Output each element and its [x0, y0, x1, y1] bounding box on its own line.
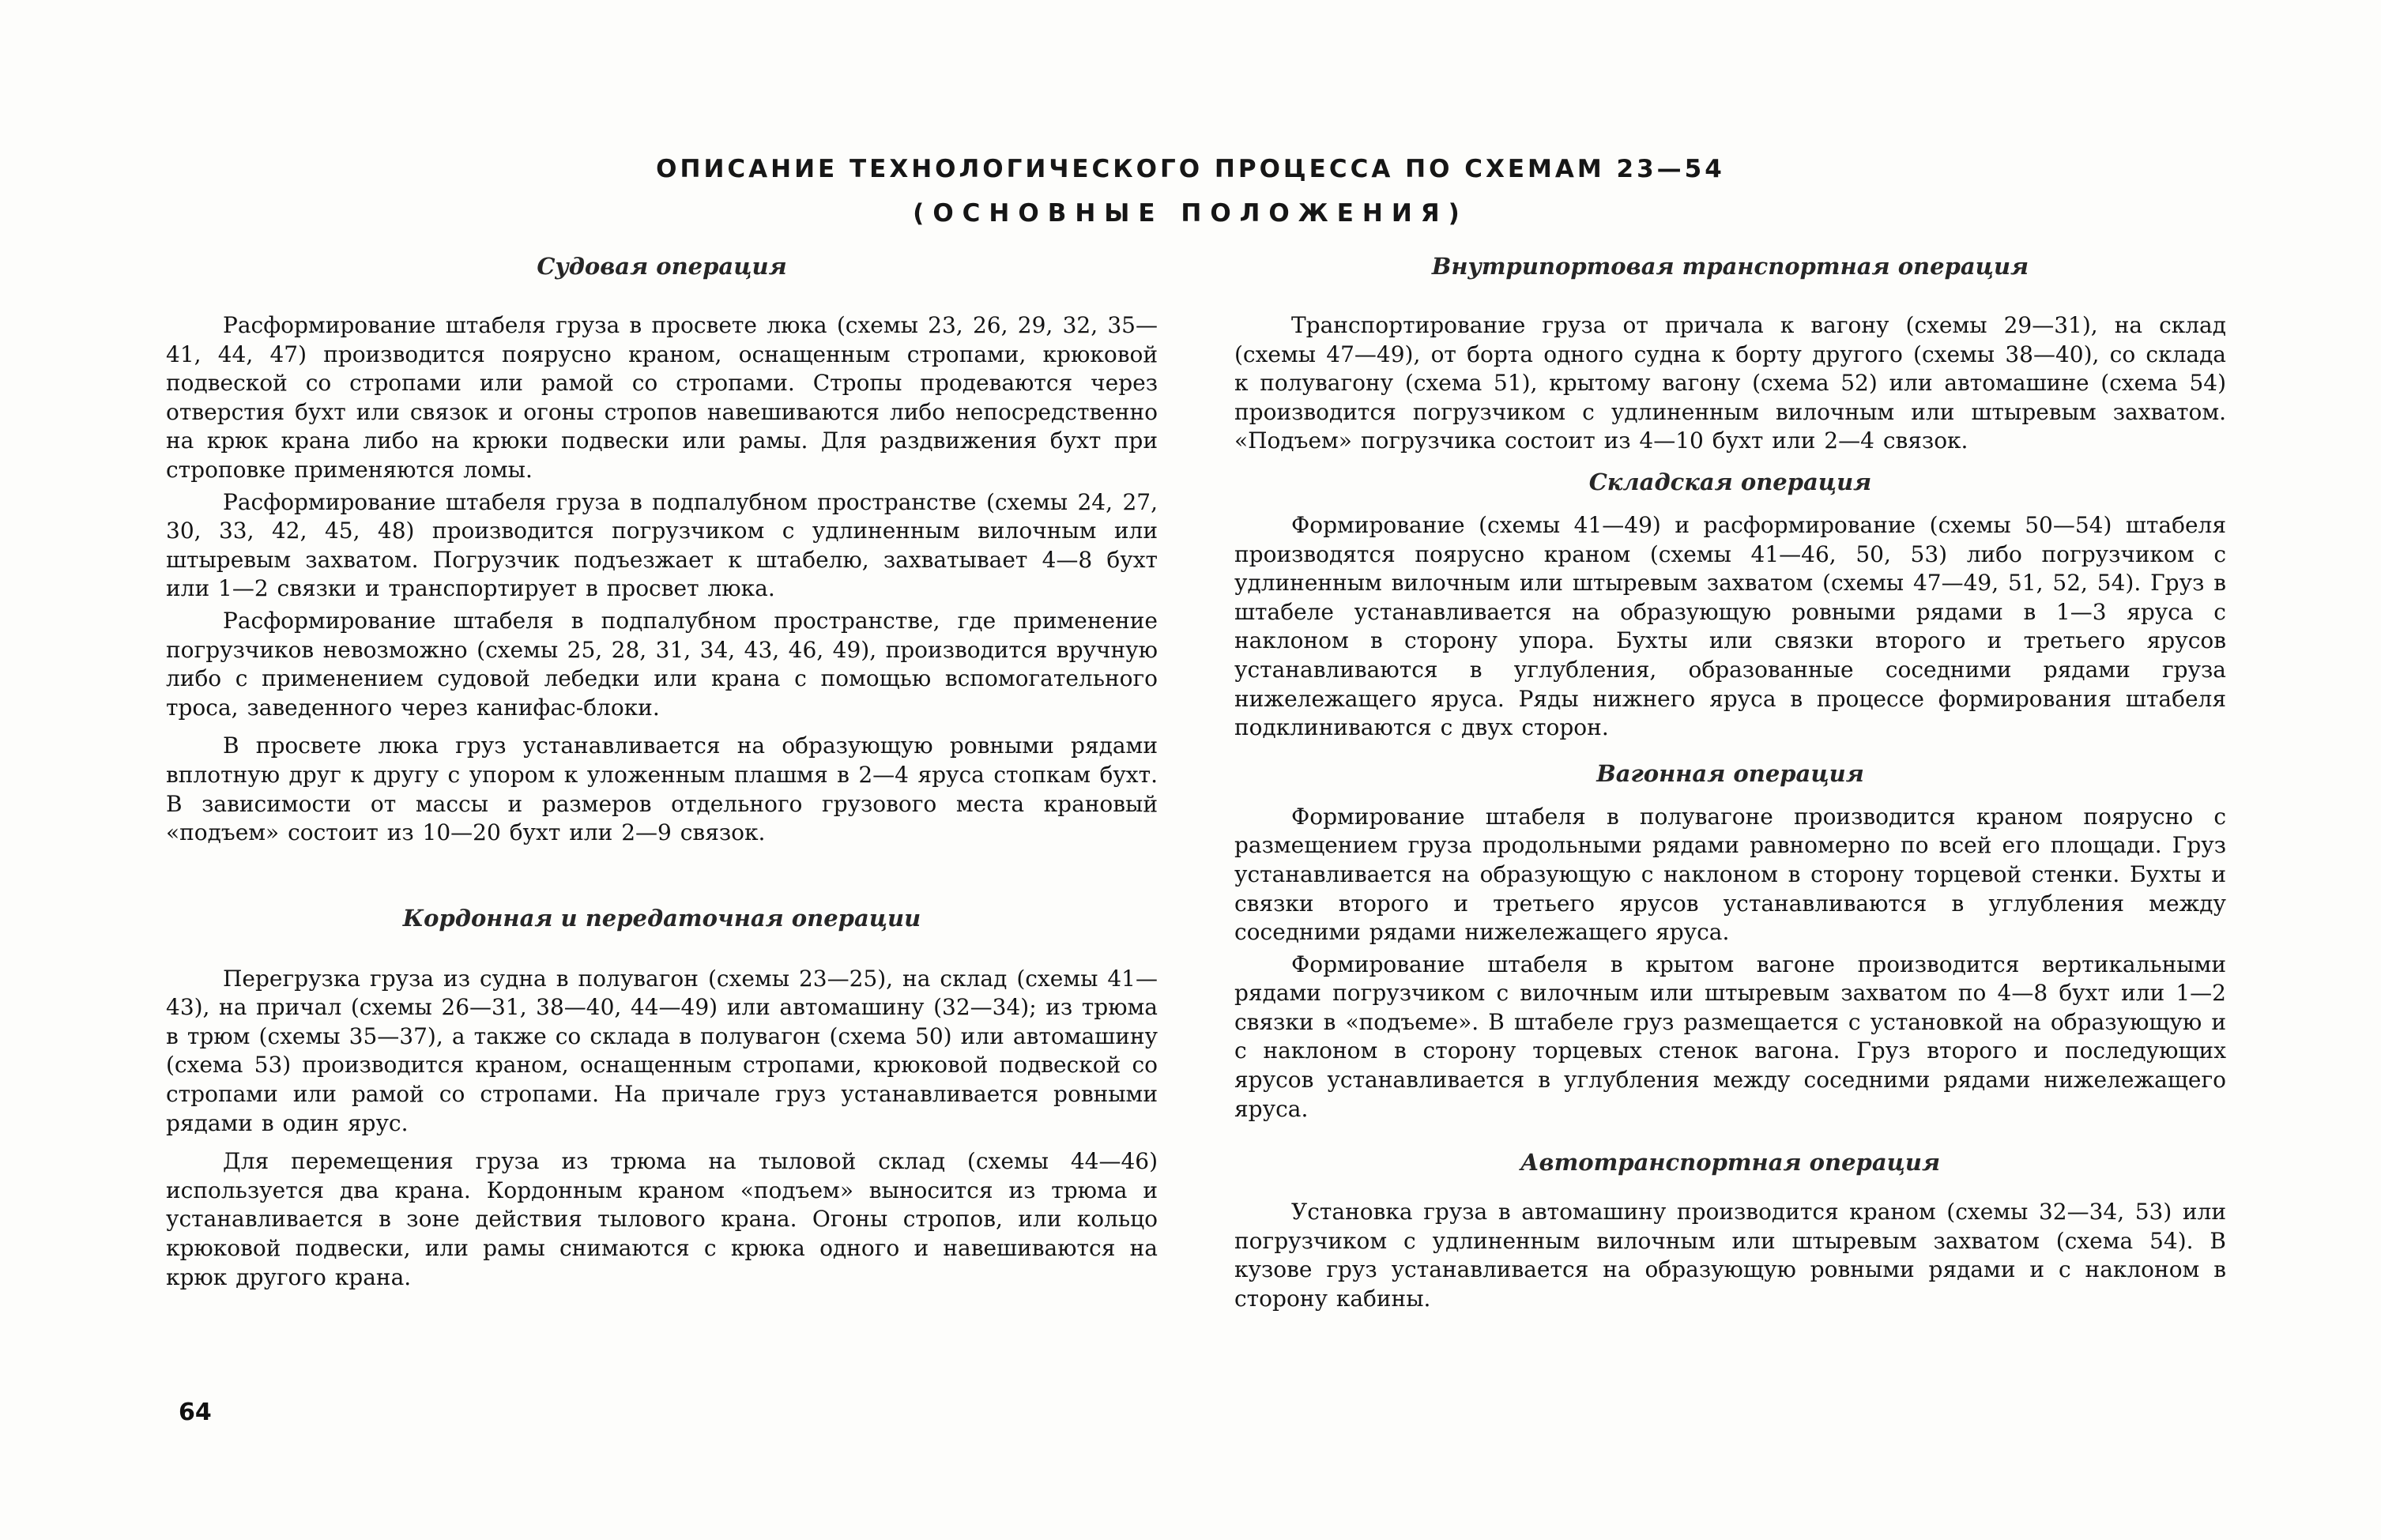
paragraph: В просвете люка груз устанавливается на образующую ровными рядами вплотную друг к другу с упором к уложенным плашмя в 2—4 яруса стопкам бухт. В зависимости от массы и размеров отдельного грузового места крановый «подъем» состоит из 10—20 бухт или 2—9 связок. [166, 732, 1158, 846]
paragraph: Для перемещения груза из трюма на тыловой склад (схемы 44—46) используется два крана. Кордонным краном «подъем» выносится из трюма и устанавливается в зоне действия тылового крана. Огоны стропов, или кольцо крюковой подвески, или рамы снимаются с крюка одного и навешиваются на крюк другого крана. [166, 1148, 1158, 1290]
paragraph: Расформирование штабеля груза в просвете люка (схемы 23, 26, 29, 32, 35—41, 44, 47) производится поярусно краном, оснащенным стропами, крюковой подвеской со стропами или рамой со стропами. Стропы продеваются через отверстия бухт или связок и огоны стропов навешиваются либо непосредственно на крюк крана либо на крюки подвески или рамы. Для раздвижения бухт при строповке применяются ломы. [166, 312, 1158, 483]
section-heading-truck-operation: Автотранспортная операция [1520, 1149, 1941, 1177]
paragraph: Формирование (схемы 41—49) и расформирование (схемы 50—54) штабеля производятся поярусно краном (схемы 41—46, 50, 53) либо погрузчиком с удлиненным вилочным или штыревым захватом (схемы 47—49, 51, 52, 54). Груз в штабеле устанавливается на образующую ровными рядами в 1—3 яруса с наклоном в сторону упора. Бухты или связки второго и третьего ярусов устанавливаются в углубления, образованные соседними рядами груза нижележащего яруса. Ряды нижнего яруса в процессе формирования штабеля подклиниваются с двух сторон. [1234, 511, 2226, 741]
paragraph: Формирование штабеля в крытом вагоне производится вертикальными рядами погрузчиком с вилочным или штыревым захватом по 4—8 бухт или 1—2 связки в «подъеме». В штабеле груз размещается с установкой на образующую и с наклоном в сторону торцевых стенок вагона. Груз второго и последующих ярусов устанавливается в углубления между соседними рядами нижележащего яруса. [1234, 951, 2226, 1122]
page-number: 64 [179, 1399, 212, 1426]
paragraph: Установка груза в автомашину производится краном (схемы 32—34, 53) или погрузчиком с удлиненным вилочным или штыревым захватом (схема 54). В кузове груз устанавливается на образующую ровными рядами и с наклоном в сторону кабины. [1234, 1199, 2226, 1312]
paragraph: Расформирование штабеля в подпалубном пространстве, где применение погрузчиков невозможно (схемы 25, 28, 31, 34, 43, 46, 49), производится вручную либо с применением судовой лебедки или крана с помощью вспомогательного троса, заведенного через канифас-блоки. [166, 607, 1158, 721]
paragraph: Формирование штабеля в полувагоне производится краном поярусно с размещением груза продольными рядами равномерно по всей его площади. Груз устанавливается на образующую с наклоном в сторону торцевой стенки. Бухты и связки второго и третьего ярусов устанавливаются в углубления между соседними рядами нижележащего яруса. [1234, 803, 2226, 946]
page-title: ОПИСАНИЕ ТЕХНОЛОГИЧЕСКОГО ПРОЦЕССА ПО СХЕМАМ 23—54 [656, 155, 1725, 183]
section-heading-berth-transfer-operations: Кордонная и передаточная операции [402, 904, 921, 932]
page-subtitle: (ОСНОВНЫЕ ПОЛОЖЕНИЯ) [913, 199, 1468, 228]
right-column [1234, 251, 2226, 1314]
section-heading-ship-operation: Судовая операция [537, 253, 787, 280]
section-heading-warehouse-operation: Складская операция [1588, 468, 1872, 495]
paragraph: Перегрузка груза из судна в полувагон (схемы 23—25), на склад (схемы 41—43), на причал (схемы 26—31, 38—40, 44—49) или автомашину (32—34); из трюма в трюм (схемы 35—37), а также со склада в полувагон (схема 50) или автомашину (схема 53) производится краном, оснащенным стропами, крюковой подвеской со стропами или рамой со стропами. На причале груз устанавливается ровными рядами в один ярус. [166, 965, 1158, 1136]
left-column [166, 251, 1158, 1292]
paragraph: Расформирование штабеля груза в подпалубном пространстве (схемы 24, 27, 30, 33, 42, 45, 48) производится погрузчиком с удлиненным вилочным или штыревым захватом. Погрузчик подъезжает к штабелю, захватывает 4—8 бухт или 1—2 связки и транспортирует в просвет люка. [166, 488, 1158, 602]
paragraph: Транспортирование груза от причала к вагону (схемы 29—31), на склад (схемы 47—49), от борта одного судна к борту другого (схемы 38—40), со склада к полувагону (схема 51), крытому вагону (схема 52) или автомашине (схема 54) производится погрузчиком с удлиненным вилочным или штыревым захватом. «Подъем» погрузчика состоит из 4—10 бухт или 2—4 связок. [1234, 312, 2226, 454]
section-heading-port-transport-operation: Внутрипортовая транспортная операция [1431, 253, 2029, 280]
section-heading-wagon-operation: Вагонная операция [1596, 759, 1864, 787]
